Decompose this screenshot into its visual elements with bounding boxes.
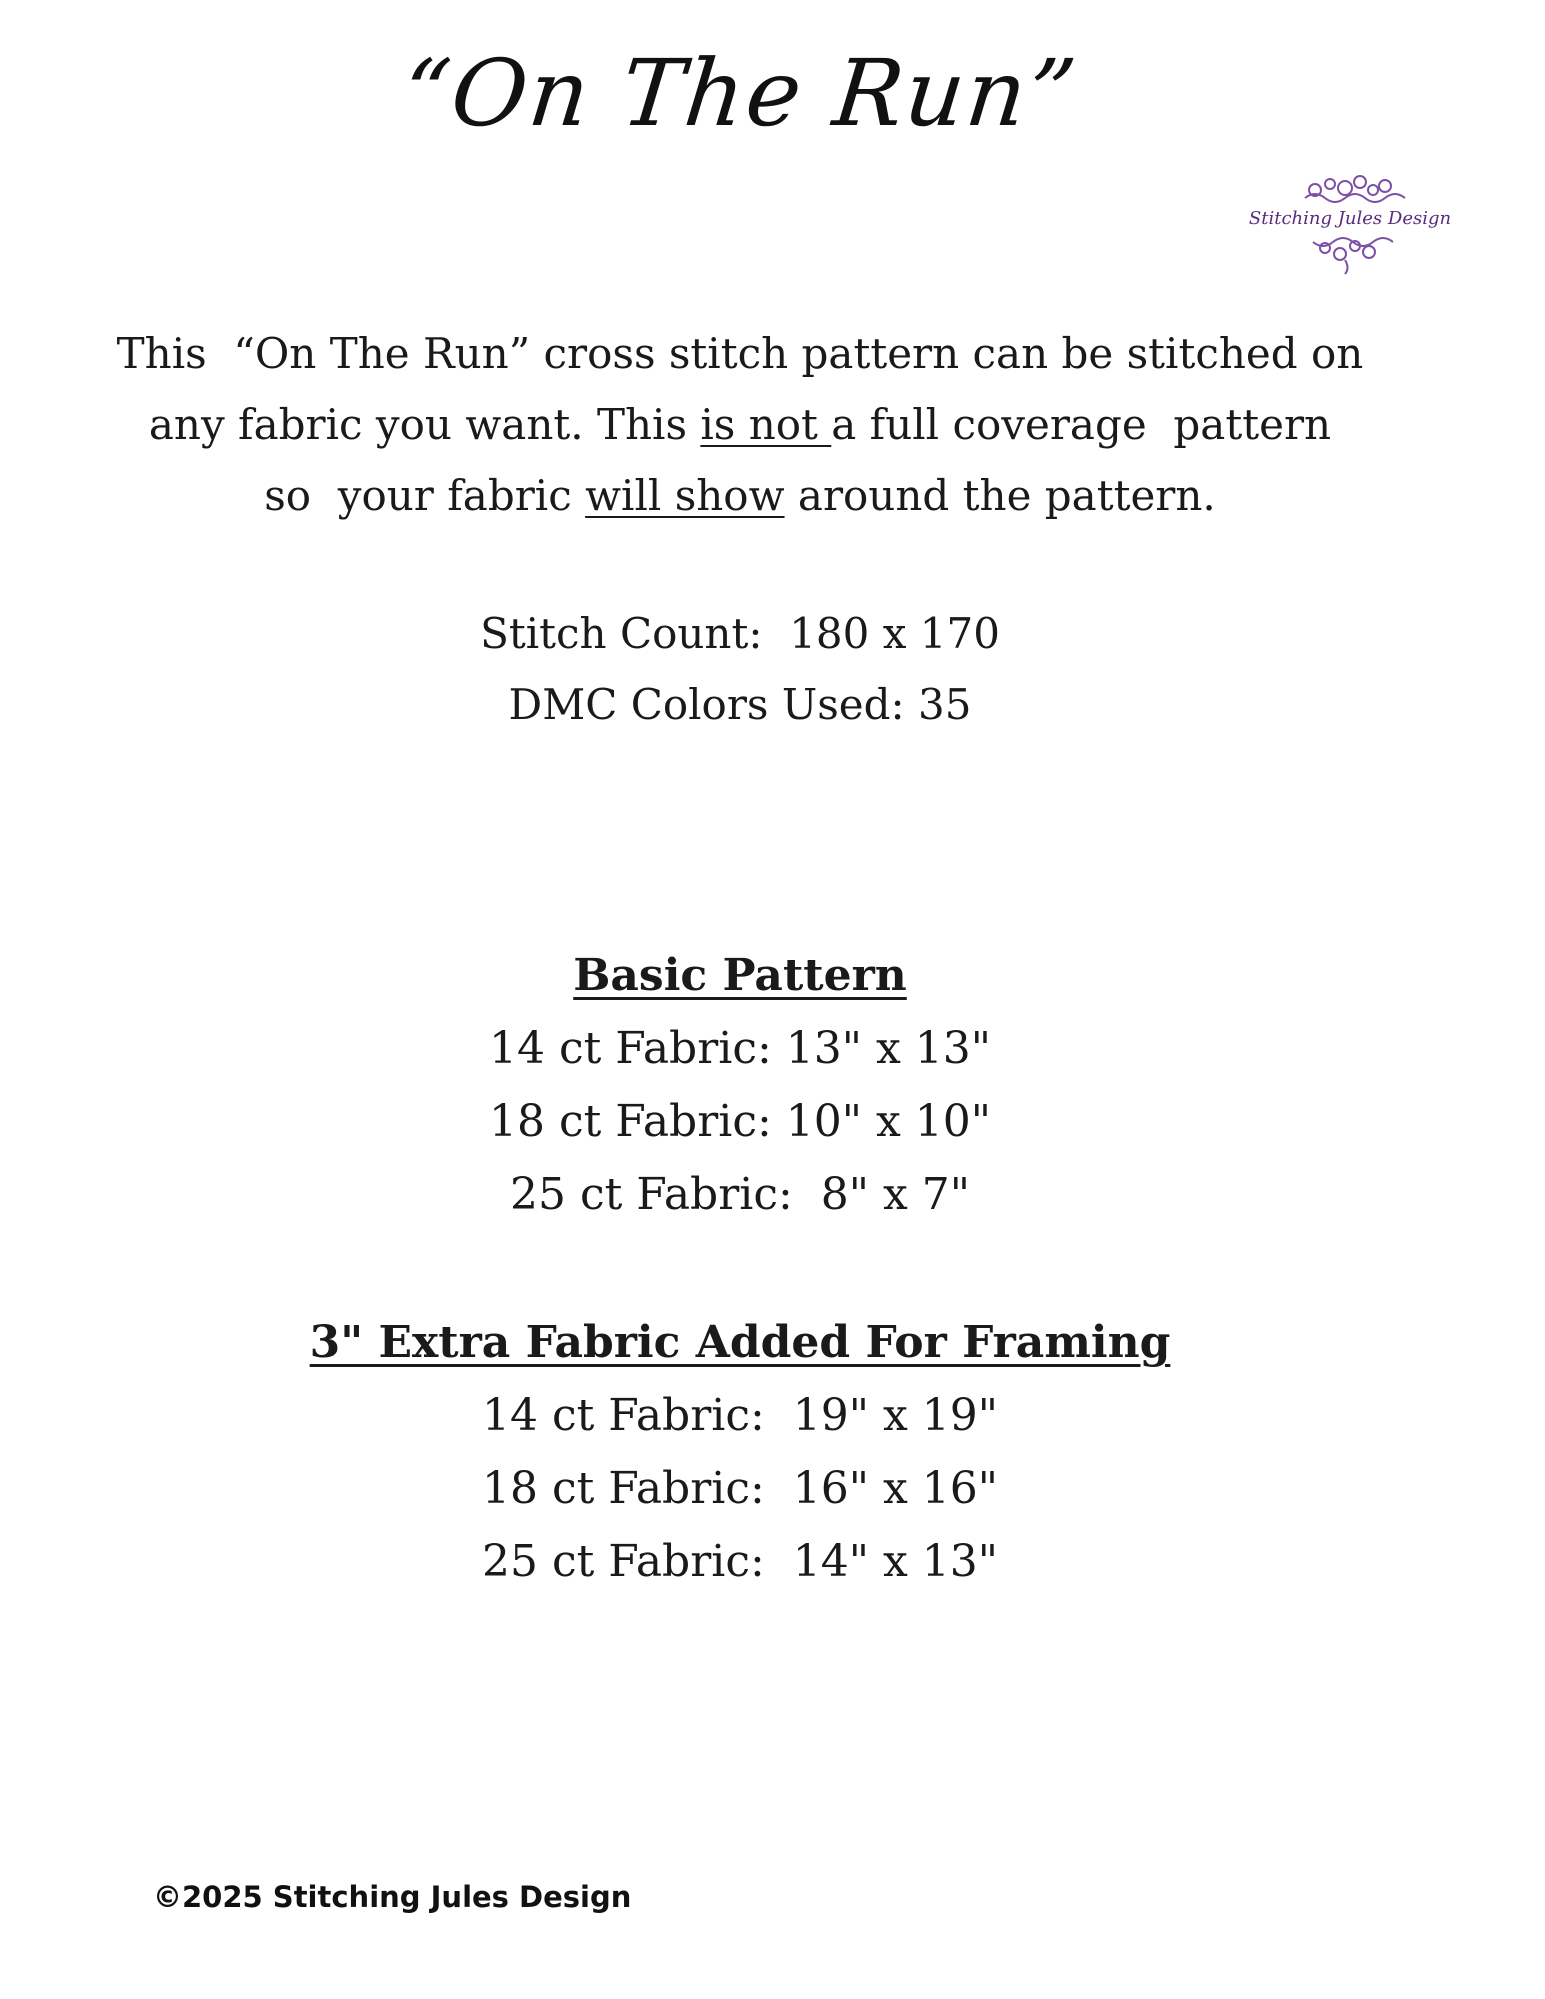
- stitch-count: Stitch Count: 180 x 170: [480, 609, 1000, 658]
- basic-pattern-heading: Basic Pattern: [573, 950, 907, 1001]
- brand-logo: [1245, 160, 1455, 290]
- framing-section: [0, 1306, 1480, 1598]
- fabric-size-row: 18 ct Fabric: 10" x 10": [488, 1096, 992, 1147]
- fabric-size-row: 18 ct Fabric: 16" x 16": [481, 1463, 998, 1514]
- pattern-stats: [0, 598, 1480, 740]
- fabric-size-row: 25 ct Fabric: 14" x 13": [481, 1536, 998, 1587]
- copyright-footer: ©2025 Stitching Jules Design: [153, 1880, 632, 1914]
- dmc-colors-used: DMC Colors Used: 35: [508, 680, 972, 729]
- intro-line-1: This “On The Run” cross stitch pattern can be stitched on: [116, 329, 1364, 378]
- intro-line-3-end: around the pattern.: [784, 471, 1216, 520]
- intro-paragraph: [60, 318, 1420, 531]
- intro-line-3: [60, 460, 1420, 531]
- fabric-size-row: 14 ct Fabric: 19" x 19": [481, 1390, 998, 1441]
- fabric-size-row: 14 ct Fabric: 13" x 13": [488, 1023, 992, 1074]
- page-title: “On The Run”: [397, 40, 1083, 147]
- logo-text: Stitching Jules Design: [1248, 208, 1452, 229]
- basic-pattern-section: [0, 939, 1480, 1231]
- framing-heading: 3" Extra Fabric Added For Framing: [309, 1317, 1171, 1368]
- emphasis-will-show: will show: [585, 471, 785, 520]
- emphasis-is-not: is not: [700, 400, 832, 449]
- intro-line-3-start: so your fabric: [264, 471, 586, 520]
- intro-line-2-start: any fabric you want. This: [148, 400, 701, 449]
- intro-line-2: [60, 389, 1420, 460]
- fabric-size-row: 25 ct Fabric: 8" x 7": [509, 1169, 971, 1220]
- intro-line-2-end: a full coverage pattern: [831, 400, 1332, 449]
